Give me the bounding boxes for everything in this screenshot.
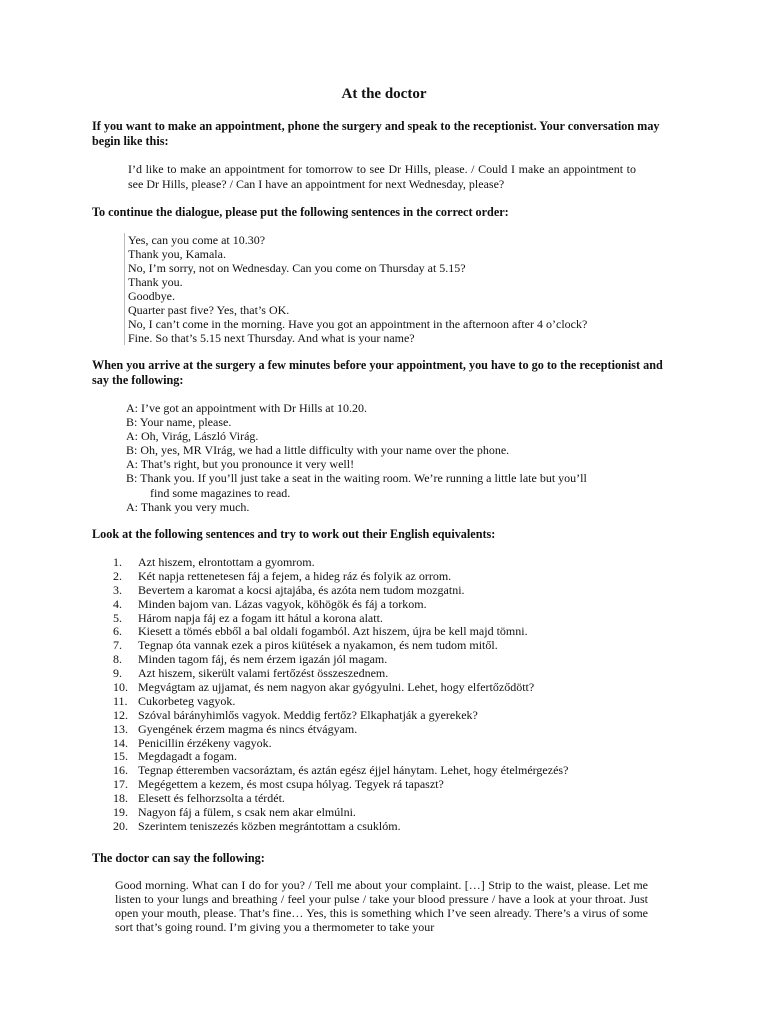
list-item xyxy=(113,598,673,612)
item-text: Szóval bárányhimlős vagyok. Meddig fertőz? Elkaphatják a gyerekek? xyxy=(138,707,478,722)
list-item xyxy=(113,792,673,806)
section-1-heading: If you want to make an appointment, phone the surgery and speak to the receptionist. Your conversation may begin like this: xyxy=(92,119,660,148)
item-text: Bevertem a karomat a kocsi ajtajába, és azóta nem tudom mozgatni. xyxy=(138,582,465,597)
item-text: Kiesett a tömés ebből a bal oldali fogamból. Azt hiszem, újra be kell majd tömni. xyxy=(138,624,528,639)
item-number: 18. xyxy=(113,791,128,806)
list-item xyxy=(113,778,673,792)
item-number: 3. xyxy=(113,582,122,597)
list-item xyxy=(113,709,673,723)
item-number: 5. xyxy=(113,610,122,625)
item-text: Tegnap étteremben vacsoráztam, és aztán egész éjjel hánytam. Lehet, hogy ételmérgezés? xyxy=(138,763,569,778)
ordering-line: Thank you, Kamala. xyxy=(124,247,664,261)
ordering-line: Yes, can you come at 10.30? xyxy=(124,233,664,247)
item-text: Két napja rettenetesen fáj a fejem, a hideg ráz és folyik az orrom. xyxy=(138,568,452,583)
ordering-line: Thank you. xyxy=(124,275,664,289)
item-text: Minden tagom fáj, és nem érzem igazán jól magam. xyxy=(138,652,388,667)
dialogue-line: A: I’ve got an appointment with Dr Hills at 10.20. xyxy=(126,401,367,415)
page-title: At the doctor xyxy=(341,86,427,102)
item-number: 12. xyxy=(113,707,128,722)
list-item xyxy=(113,820,673,834)
dialogue-list xyxy=(126,401,666,514)
item-text: Azt hiszem, sikerült valami fertőzést összeszednem. xyxy=(138,666,389,681)
list-item xyxy=(113,695,673,709)
item-text: Megvágtam az ujjamat, és nem nagyon akar gyógyulni. Lehet, hogy elfertőződött? xyxy=(138,680,535,695)
list-item xyxy=(113,625,673,639)
item-number: 1. xyxy=(113,555,122,569)
ordering-line: No, I’m sorry, not on Wednesday. Can you come on Thursday at 5.15? xyxy=(124,261,664,275)
item-number: 10. xyxy=(113,680,128,695)
list-item xyxy=(113,584,673,598)
dialogue-line: B: Your name, please. xyxy=(126,415,232,430)
item-text: Három napja fáj ez a fogam itt hátul a korona alatt. xyxy=(138,610,383,625)
item-text: Tegnap óta vannak ezek a piros kiütések a nyakamon, és nem tudom mitől. xyxy=(138,638,498,653)
list-item xyxy=(113,806,673,820)
list-item xyxy=(113,667,673,681)
list-item xyxy=(113,750,673,764)
item-text: Megégettem a kezem, és most csupa hólyag. Tegyek rá tapaszt? xyxy=(138,777,444,792)
item-text: Penicillin érzékeny vagyok. xyxy=(138,735,272,750)
list-item xyxy=(113,612,673,626)
item-number: 2. xyxy=(113,568,122,583)
ordering-line: Quarter past five? Yes, that’s OK. xyxy=(124,303,664,317)
list-item xyxy=(113,764,673,778)
list-item xyxy=(113,723,673,737)
section-5-heading: The doctor can say the following: xyxy=(92,851,265,865)
item-number: 11. xyxy=(113,693,128,708)
item-number: 7. xyxy=(113,638,122,653)
list-item xyxy=(113,639,673,653)
item-text: Megdagadt a fogam. xyxy=(138,749,237,764)
item-number: 8. xyxy=(113,652,122,667)
list-item xyxy=(113,681,673,695)
ordering-line: No, I can’t come in the morning. Have you got an appointment in the afternoon after 4 o’clock? xyxy=(124,317,664,331)
section-2-heading: To continue the dialogue, please put the following sentences in the correct order: xyxy=(92,205,509,219)
item-number: 15. xyxy=(113,749,128,764)
dialogue-line: B: Thank you. If you’ll just take a seat in the waiting room. We’re running a little late but you’ll xyxy=(126,471,587,486)
item-number: 19. xyxy=(113,805,128,820)
dialogue-line: A: That’s right, but you pronounce it very well! xyxy=(126,457,355,472)
list-item xyxy=(113,570,673,584)
item-number: 13. xyxy=(113,721,128,736)
item-text: Szerintem teniszezés közben megrántottam a csuklóm. xyxy=(138,818,401,833)
section-4-heading: Look at the following sentences and try to work out their English equivalents: xyxy=(92,527,496,541)
dialogue-line-continuation: find some magazines to read. xyxy=(150,485,291,500)
item-number: 14. xyxy=(113,735,128,750)
dialogue-line: A: Thank you very much. xyxy=(126,499,250,514)
section-1-text: I’d like to make an appointment for tomorrow to see Dr Hills, please. / Could I make an appointment to see Dr Hills, please? / Can I have an appointment for next Wednesday, please? xyxy=(128,162,636,191)
item-number: 17. xyxy=(113,777,128,792)
item-number: 16. xyxy=(113,763,128,778)
dialogue-line: A: Oh, Virág, László Virág. xyxy=(126,429,259,444)
section-3-heading: When you arrive at the surgery a few minutes before your appointment, you have to go to the receptionist and say the following: xyxy=(92,358,663,387)
list-item xyxy=(113,737,673,751)
list-item xyxy=(113,556,673,570)
numbered-list xyxy=(113,556,673,834)
item-text: Nagyon fáj a fülem, s csak nem akar elmúlni. xyxy=(138,805,356,820)
item-text: Gyengének érzem magma és nincs étvágyam. xyxy=(138,721,358,736)
ordering-line: Goodbye. xyxy=(124,289,664,303)
item-number: 4. xyxy=(113,596,122,611)
ordering-line: Fine. So that’s 5.15 next Thursday. And what is your name? xyxy=(124,331,664,345)
ordering-list xyxy=(124,233,664,345)
dialogue-line: B: Oh, yes, MR VIrág, we had a little difficulty with your name over the phone. xyxy=(126,443,510,458)
section-5-text: Good morning. What can I do for you? / Tell me about your complaint. […] Strip to the waist, please. Let me listen to your lungs and breathing / feel your pulse / take your blood pressure / have a look at your throat. Just open your mouth, please. That’s fine… Yes, this is something which I’ve seen already. There’s a virus of some sort that’s going round. I’m giving you a thermometer to take your xyxy=(115,878,648,934)
item-number: 20. xyxy=(113,818,128,833)
item-text: Azt hiszem, elrontottam a gyomrom. xyxy=(138,555,315,569)
item-number: 9. xyxy=(113,666,122,681)
item-number: 6. xyxy=(113,624,122,639)
item-text: Elesett és felhorzsolta a térdét. xyxy=(138,791,285,806)
item-text: Cukorbeteg vagyok. xyxy=(138,693,236,708)
list-item xyxy=(113,653,673,667)
item-text: Minden bajom van. Lázas vagyok, köhögök és fáj a torkom. xyxy=(138,596,427,611)
